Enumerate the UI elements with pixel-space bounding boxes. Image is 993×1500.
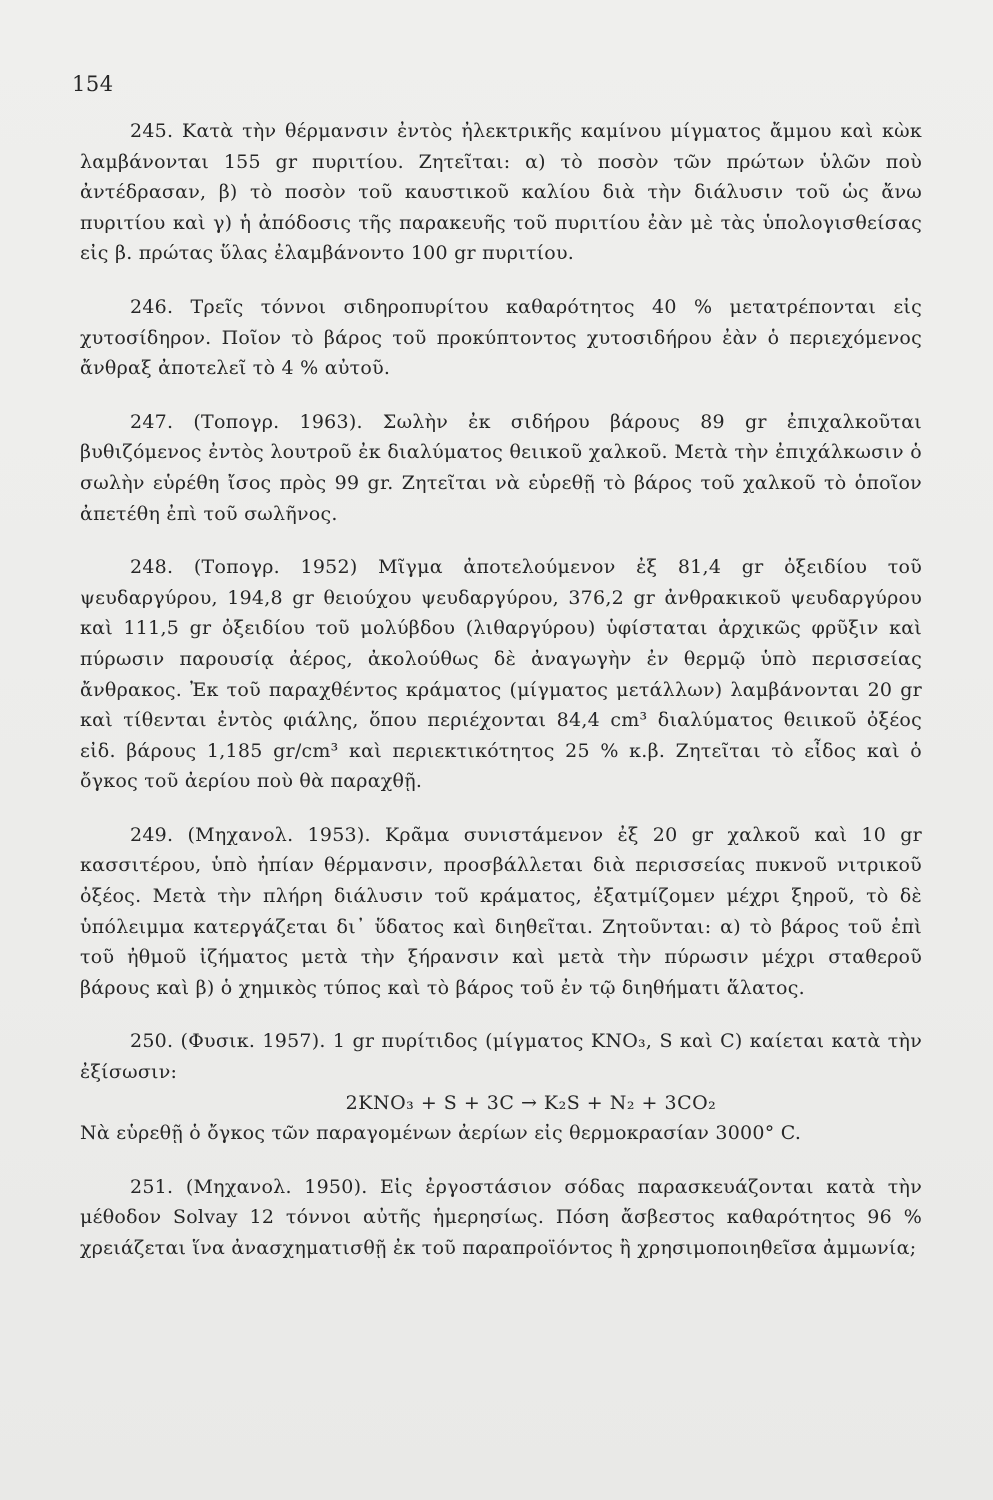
problem-247: 247. (Τοπογρ. 1963). Σωλὴν ἐκ σιδήρου βάρους 89 gr ἐπιχαλκοῦται βυθιζόμενος ἐντὸς λουτροῦ ἐκ διαλύματος θειικοῦ χαλκοῦ. Μετὰ τὴν ἐπιχάλκωσιν ὁ σωλὴν εὑρέθη ἴσος πρὸς 99 gr. Ζητεῖται νὰ εὑρεθῇ τὸ βάρος τοῦ χαλκοῦ τὸ ὁποῖον ἀπετέθη ἐπὶ τοῦ σωλῆνος.	[80, 410, 922, 525]
problem-list	[80, 116, 922, 1287]
problem-249: 249. (Μηχανολ. 1953). Κρᾶμα συνιστάμενον ἐξ 20 gr χαλκοῦ καὶ 10 gr κασσιτέρου, ὑπὸ ἠπίαν θέρμανσιν, προσβάλλεται διὰ περισσείας πυκνοῦ νιτρικοῦ ὀξέος. Μετὰ τὴν πλήρη διάλυσιν τοῦ κράματος, ἐξατμίζομεν μέχρι ξηροῦ, τὸ δὲ ὑπόλειμμα κατεργάζεται δι᾽ ὕδατος καὶ διηθεῖται. Ζητοῦνται: α) τὸ βάρος τοῦ ἐπὶ τοῦ ἠθμοῦ ἰζήματος μετὰ τὴν ξήρανσιν καὶ μετὰ τὴν πύρωσιν μέχρι σταθεροῦ βάρους καὶ β) ὁ χημικὸς τύπος καὶ τὸ βάρος τοῦ ἐν τῷ διηθήματι ἅλατος.	[80, 823, 922, 999]
problem-250-followup: Νὰ εὑρεθῇ ὁ ὄγκος τῶν παραγομένων ἀερίων εἰς θερμοκρασίαν 3000° C.	[80, 1122, 802, 1145]
problem-246: 246. Τρεῖς τόννοι σιδηροπυρίτου καθαρότητος 40 % μετατρέπονται εἰς χυτοσίδηρον. Ποῖον τὸ βάρος τοῦ προκύπτοντος χυτοσιδήρου ἐὰν ὁ περιεχόμενος ἄνθραξ ἀποτελεῖ τὸ 4 % αὐτοῦ.	[80, 295, 922, 380]
page-number: 154	[72, 72, 114, 96]
problem-251: 251. (Μηχανολ. 1950). Εἰς ἐργοστάσιον σόδας παρασκευάζονται κατὰ τὴν μέθοδον Solvay 12 τόννοι αὐτῆς ἡμερησίως. Πόση ἄσβεστος καθαρότητος 96 % χρειάζεται ἵνα ἀνασχηματισθῇ ἐκ τοῦ παραπροϊόντος ἢ χρησιμοποιηθεῖσα ἀμμωνία;	[80, 1175, 922, 1259]
problem-250: 250. (Φυσικ. 1957). 1 gr πυρίτιδος (μίγματος KNO₃, S καὶ C) καίεται κατὰ τὴν ἐξίσωσιν:	[80, 1030, 922, 1084]
chemical-equation: 2KNO₃ + S + 3C → K₂S + N₂ + 3CO₂	[345, 1091, 717, 1114]
problem-248: 248. (Τοπογρ. 1952) Μῖγμα ἀποτελούμενον ἐξ 81,4 gr ὀξειδίου τοῦ ψευδαργύρου, 194,8 gr θειούχου ψευδαργύρου, 376,2 gr ἀνθρακικοῦ ψευδαργύρου καὶ 111,5 gr ὀξειδίου τοῦ μολύβδου (λιθαργύρου) ὑφίσταται ἀρχικῶς φρῦξιν καὶ πύρωσιν παρουσίᾳ ἀέρος, ἀκολούθως δὲ ἀναγωγὴν ἐν θερμῷ ὑπὸ περισσείας ἄνθρακος. Ἐκ τοῦ παραχθέντος κράματος (μίγματος μετάλλων) λαμβάνονται 20 gr καὶ τίθενται ἐντὸς φιάλης, ὅπου περιέχονται 84,4 cm³ διαλύματος θειικοῦ ὀξέος εἰδ. βάρους 1,185 gr/cm³ καὶ περιεκτικότητος 25 % κ.β. Ζητεῖται τὸ εἶδος καὶ ὁ ὄγκος τοῦ ἀερίου ποὺ θὰ παραχθῇ.	[80, 556, 922, 793]
problem-245: 245. Κατὰ τὴν θέρμανσιν ἐντὸς ἠλεκτρικῆς καμίνου μίγματος ἄμμου καὶ κὼκ λαμβάνονται 155 gr πυριτίου. Ζητεῖται: α) τὸ ποσὸν τῶν πρώτων ὑλῶν ποὺ ἀντέδρασαν, β) τὸ ποσὸν τοῦ καυστικοῦ καλίου διὰ τὴν διάλυσιν τοῦ ὡς ἄνω πυριτίου καὶ γ) ἡ ἀπόδοσις τῆς παρακευῆς τοῦ πυριτίου ἐὰν μὲ τὰς ὑπολογισθείσας εἰς β. πρώτας ὕλας ἐλαμβάνοντο 100 gr πυριτίου.	[80, 120, 922, 265]
